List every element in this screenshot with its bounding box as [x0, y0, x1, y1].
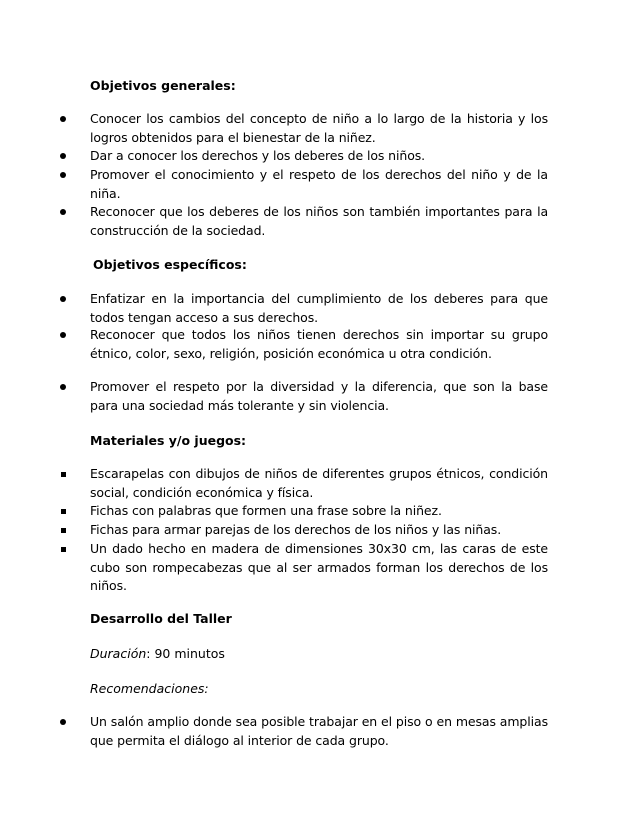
square-bullet-icon — [61, 472, 66, 477]
bullet-icon — [60, 719, 66, 725]
bullet-icon — [60, 296, 66, 302]
recommendations-label — [90, 680, 209, 698]
list-item-text: Escarapelas con dibujos de niños de diferentes grupos étnicos, condición social, condición económica y física. — [90, 466, 548, 500]
square-bullet-icon — [61, 547, 66, 552]
bullet-icon — [60, 153, 66, 159]
bullet-icon — [60, 209, 66, 215]
list-item-text: Enfatizar en la importancia del cumplimiento de los deberes para que todos tengan acceso a sus derechos. — [90, 291, 548, 325]
heading-materiales: Materiales y/o juegos: — [90, 433, 247, 448]
list-item-text: Promover el conocimiento y el respeto de los derechos del niño y de la niña. — [90, 167, 548, 201]
bullet-icon — [60, 116, 66, 122]
list-item-text: Dar a conocer los derechos y los deberes de los niños. — [90, 148, 426, 163]
list-item-text: Fichas con palabras que formen una frase sobre la niñez. — [90, 503, 442, 518]
list-item-text: Promover el respeto por la diversidad y la diferencia, que son la base para una sociedad más tolerante y sin violencia. — [90, 379, 548, 413]
list-item-text: Conocer los cambios del concepto de niño a lo largo de la historia y los logros obtenidos para el bienestar de la niñez. — [90, 111, 548, 145]
heading-desarrollo-taller: Desarrollo del Taller — [90, 611, 232, 626]
duration-value: : 90 minutos — [146, 646, 225, 661]
list-item-text: Un dado hecho en madera de dimensiones 30x30 cm, las caras de este cubo son rompecabezas que al ser armados forman los derechos de los niños. — [90, 541, 548, 593]
heading-objetivos-especificos: Objetivos específicos: — [93, 257, 247, 272]
heading-objetivos-generales: Objetivos generales: — [90, 78, 236, 93]
duration-label: Duración — [90, 646, 147, 661]
list-item-text: Reconocer que los deberes de los niños son también importantes para la construcción de la sociedad. — [90, 204, 548, 238]
square-bullet-icon — [61, 509, 66, 514]
list-item-text: Un salón amplio donde sea posible trabajar en el piso o en mesas amplias que permita el diálogo al interior de cada grupo. — [90, 714, 548, 748]
list-item-text: Fichas para armar parejas de los derechos de los niños y las niñas. — [90, 522, 502, 537]
bullet-icon — [60, 332, 66, 338]
bullet-icon — [60, 172, 66, 178]
recommendations-label-text: Recomendaciones: — [90, 681, 209, 696]
square-bullet-icon — [61, 528, 66, 533]
bullet-icon — [60, 384, 66, 390]
duration-line — [90, 645, 225, 663]
list-item-text: Reconocer que todos los niños tienen derechos sin importar su grupo étnico, color, sexo, religión, posición económica u otra condición. — [90, 327, 548, 361]
